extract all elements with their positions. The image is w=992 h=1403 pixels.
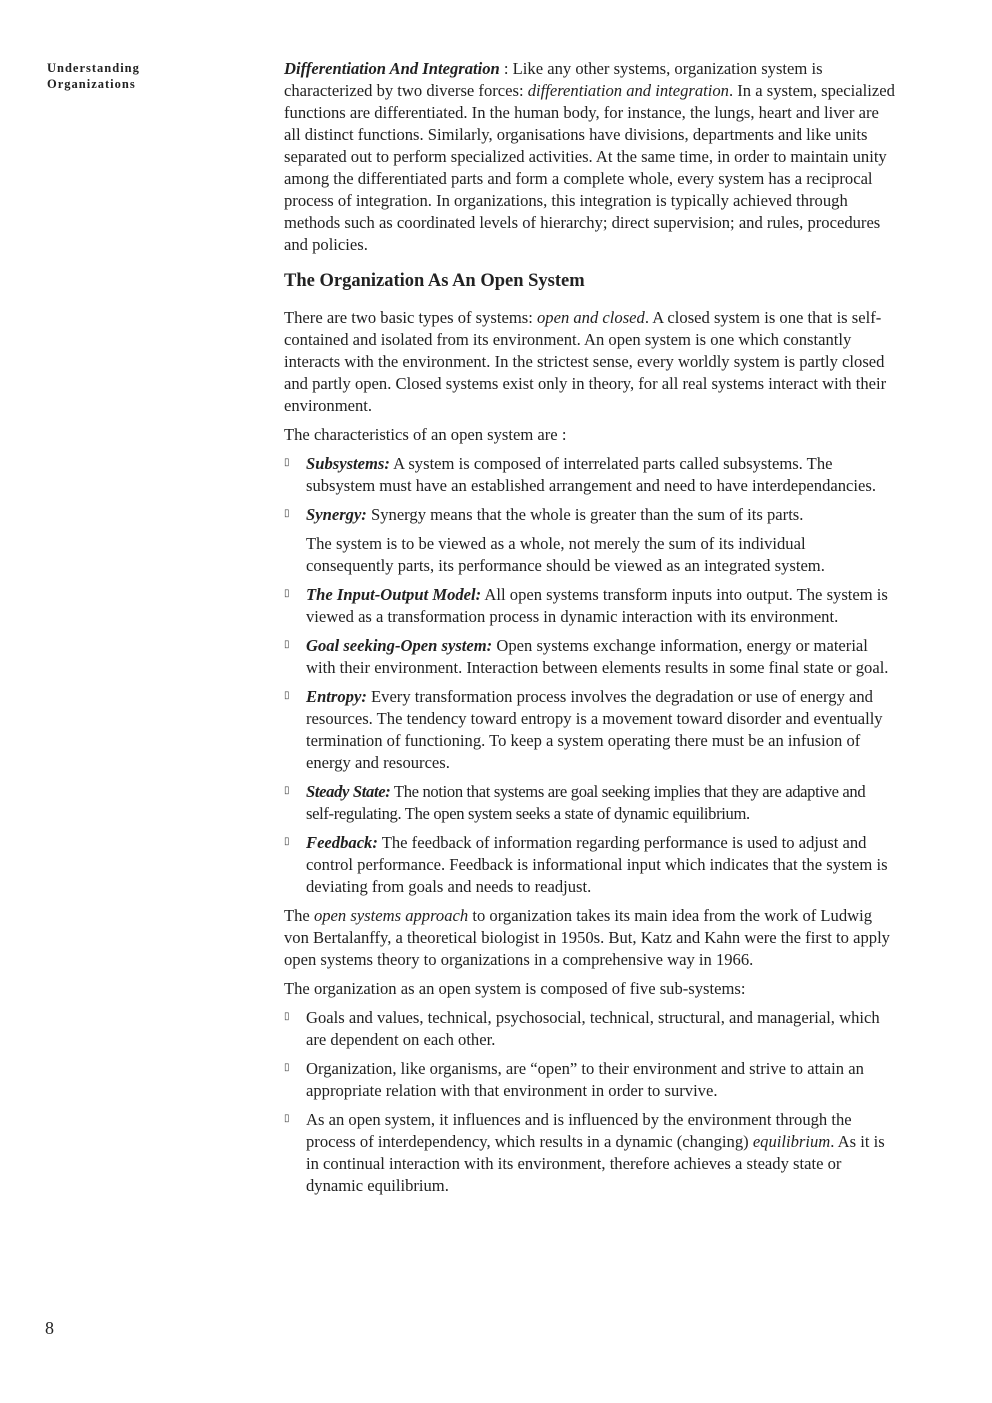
running-header-line-1: Understanding [47, 61, 140, 75]
bullet-icon: ▯ [284, 1062, 290, 1073]
characteristic-text: Open systems exchange information, energy or material with their environment. Interaction between elements results in some final state or goal. [306, 636, 889, 677]
system-types-text-1: There are two basic types of systems: [284, 308, 537, 327]
bullet-icon: ▯ [284, 1011, 290, 1022]
intro-emphasis: differentiation and integration [527, 81, 729, 100]
system-types-paragraph [284, 307, 896, 417]
system-types-emphasis: open and closed [536, 308, 645, 327]
characteristic-text: A system is composed of interrelated parts called subsystems. The subsystem must have an established arrangement and need to have interdependancies. [306, 454, 876, 495]
approach-emphasis: open systems approach [313, 906, 469, 925]
characteristic-text: Synergy means that the whole is greater than the sum of its parts. [366, 505, 804, 524]
bullet-icon: ▯ [284, 836, 290, 847]
characteristic-text: All open systems transform inputs into output. The system is viewed as a transformation process in dynamic interaction with its environment. [306, 585, 888, 626]
characteristics-list [284, 453, 896, 898]
running-header-line-2: Organizations [47, 77, 136, 91]
characteristic-term: Subsystems: [306, 454, 390, 473]
running-header [47, 60, 227, 92]
subsystems-intro: The organization as an open system is composed of five sub-systems: [284, 979, 746, 998]
list-item [284, 832, 896, 898]
subsystem-text: Goals and values, technical, psychosocial, technical, structural, and managerial, which are dependent on each other. [306, 1008, 880, 1049]
approach-paragraph [284, 905, 896, 971]
subsystem-text-1: As an open system, it influences and is influenced by the environment through the process of interdependency, which results in a dynamic (changing) [306, 1110, 852, 1151]
subsystem-text: Organization, like organisms, are “open” to their environment and strive to attain an appropriate relation with that environment in order to survive. [306, 1059, 864, 1100]
characteristic-term: Feedback: [306, 833, 378, 852]
list-item [284, 686, 896, 774]
list-item [284, 781, 896, 825]
system-types-text-2: . A closed system is one that is self-contained and isolated from its environment. An open system is one which constantly interacts with the environment. In the strictest sense, every worldly system is partly closed and partly open. Closed systems exist only in theory, for all real systems interact with their environment. [284, 308, 887, 415]
list-item [284, 453, 896, 497]
list-item [284, 1007, 896, 1051]
characteristic-term: The Input-Output Model: [306, 585, 482, 604]
characteristic-text: Every transformation process involves the degradation or use of energy and resources. The tendency toward entropy is a movement toward disorder and eventually termination of functioning. To keep a system operating there must be an infusion of energy and resources. [306, 687, 883, 772]
subsystem-emphasis: equilibrium [752, 1132, 831, 1151]
section-heading: The Organization As An Open System [284, 271, 585, 291]
characteristic-text: The feedback of information regarding performance is used to adjust and control performance. Feedback is informational input which indicates that the system is deviating from goals and needs to readjust. [306, 833, 888, 896]
subsystems-list [284, 1007, 896, 1197]
bullet-icon: ▯ [284, 785, 290, 796]
list-item [284, 635, 896, 679]
bullet-icon: ▯ [284, 588, 290, 599]
characteristic-continuation: The system is to be viewed as a whole, not merely the sum of its individual consequently parts, its performance should be viewed as an integrated system. [306, 534, 825, 575]
list-item [284, 1058, 896, 1102]
characteristic-term: Entropy: [306, 687, 367, 706]
main-content [284, 58, 896, 1204]
intro-text-1: : Like any other systems, organization system is characterized by two diverse forces: [284, 59, 823, 100]
list-item [284, 584, 896, 628]
intro-paragraph [284, 58, 896, 256]
bullet-icon: ▯ [284, 1113, 290, 1124]
approach-text-2: to organization takes its main idea from the work of Ludwig von Bertalanffy, a theoretical biologist in 1950s. But, Katz and Kahn were the first to apply open systems theory to organizations in a comprehensive way in 1966. [284, 906, 890, 969]
bullet-icon: ▯ [284, 639, 290, 650]
subsystem-text-2: . As it is in continual interaction with its environment, therefore achieves a steady state or dynamic equilibrium. [306, 1132, 885, 1195]
list-item [284, 504, 896, 577]
intro-text-2: . In a system, specialized functions are differentiated. In the human body, for instance, the lungs, heart and liver are all distinct functions. Similarly, organisations have divisions, departments and like units separated out to perform specialized activities. At the same time, in order to maintain unity among the differentiated parts and form a complete whole, every system has a reciprocal process of integration. In organizations, this integration is typically achieved through methods such as coordinated levels of hierarchy; direct supervision; and rules, procedures and policies. [284, 81, 895, 254]
bullet-icon: ▯ [284, 690, 290, 701]
characteristic-term: Goal seeking-Open system: [306, 636, 493, 655]
characteristic-text: The notion that systems are goal seeking implies that they are adaptive and self-regulating. The open system seeks a state of dynamic equilibrium. [306, 782, 866, 823]
characteristics-intro: The characteristics of an open system are : [284, 425, 567, 444]
characteristic-term: Steady State: [306, 782, 391, 801]
approach-text-1: The [284, 906, 314, 925]
list-item [284, 1109, 896, 1197]
bullet-icon: ▯ [284, 457, 290, 468]
characteristic-term: Synergy: [306, 505, 367, 524]
intro-term: Differentiation And Integration [284, 59, 500, 78]
page-number: 8 [45, 1318, 54, 1338]
bullet-icon: ▯ [284, 508, 290, 519]
